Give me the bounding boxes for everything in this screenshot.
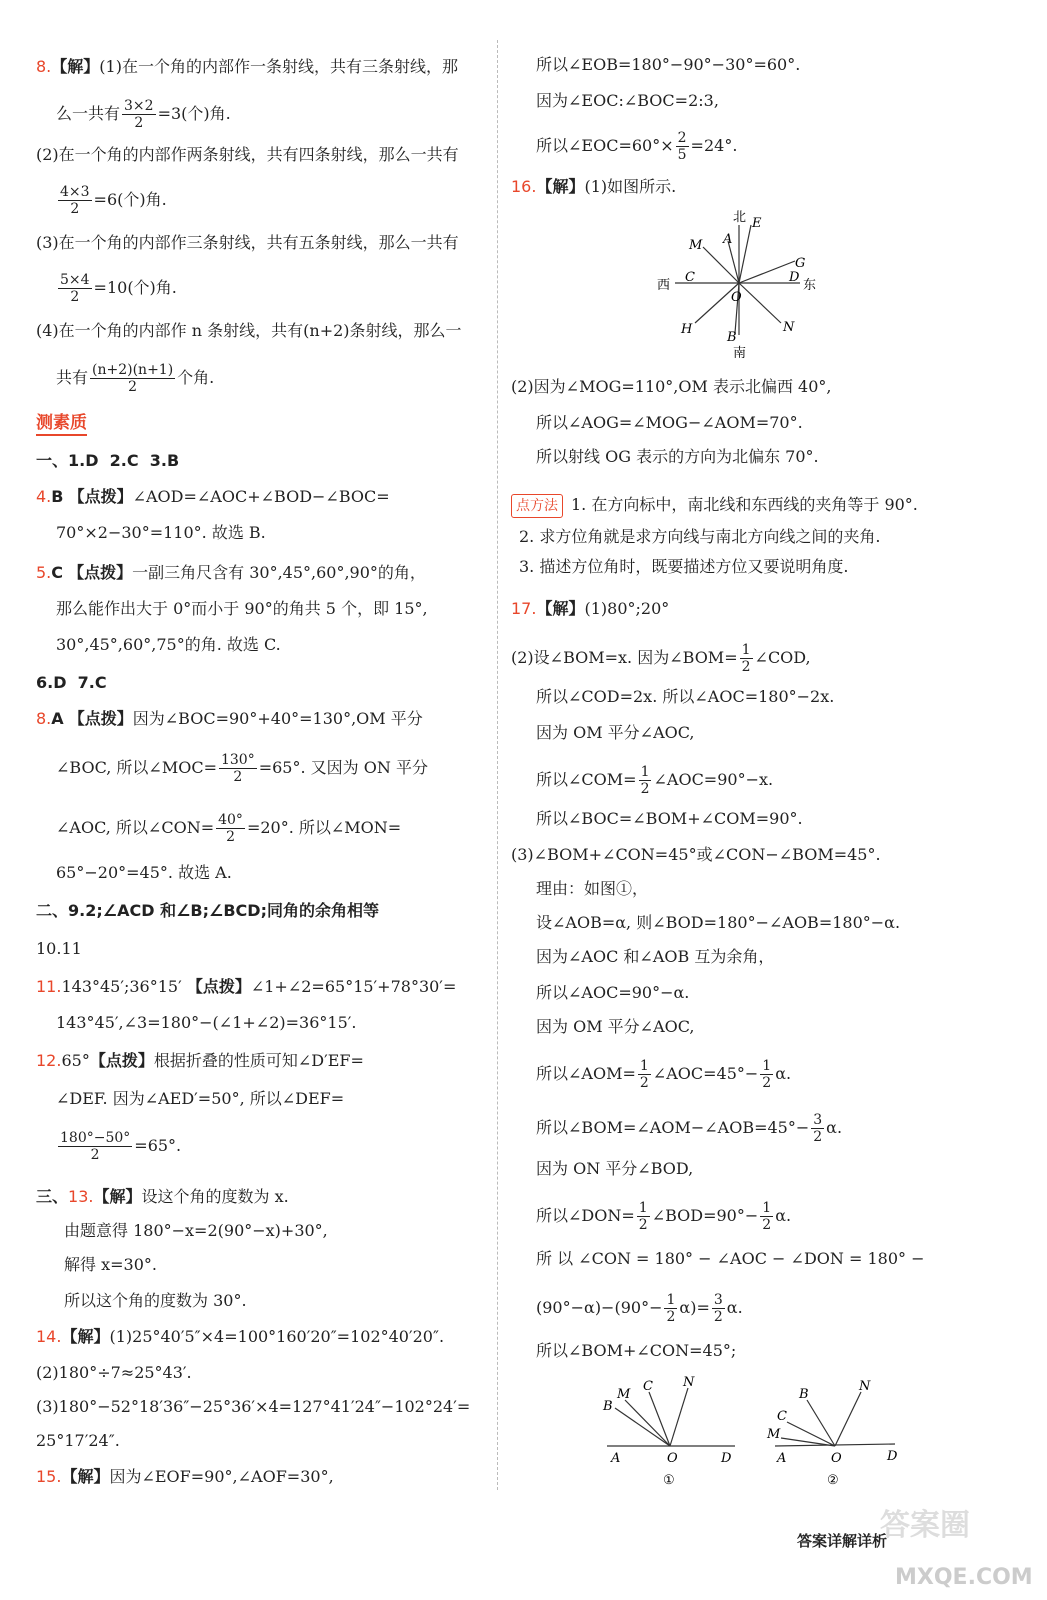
ray-oe xyxy=(739,225,751,283)
q8b-line1: 8.A 【点拨】因为∠BOC=90°+40°=130°,OM 平分 xyxy=(36,709,423,728)
q8b-line4: 65°−20°=45°. 故选 A. xyxy=(56,863,232,882)
fig1-label-m: M xyxy=(617,1387,631,1402)
fig1-label-c: C xyxy=(643,1379,653,1394)
west-label: 西 xyxy=(657,278,671,293)
q5-line3: 30°,45°,60°,75°的角. 故选 C. xyxy=(56,635,281,654)
q15-cont-line1: 所以∠EOB=180°−90°−30°=60°. xyxy=(536,55,801,74)
fraction: $\frac{1}{2}$ xyxy=(762,1058,772,1091)
fig1-label-d: D xyxy=(721,1451,732,1466)
east-label: 东 xyxy=(803,278,817,293)
fig1-label-n: N xyxy=(683,1375,695,1390)
q6-q7-answers: 6.D 7.C xyxy=(36,673,107,692)
q12-line2: ∠DEF. 因为∠AED′=50°, 所以∠DEF= xyxy=(56,1089,345,1108)
fraction: $\frac{(n+2)(n+1)}{2}$ xyxy=(92,362,174,395)
q17-line7: (3)∠BOM+∠CON=45°或∠CON−∠BOM=45°. xyxy=(511,845,881,864)
watermark-url: MXQE.COM xyxy=(895,1565,1033,1590)
q13-line2: 由题意得 180°−x=2(90°−x)+30°, xyxy=(64,1221,328,1240)
q4-line2: 70°×2−30°=110°. 故选 B. xyxy=(56,523,266,542)
method-line1: 点方法 1. 在方向标中，南北线和东西线的夹角等于 90°. xyxy=(511,494,918,518)
q17-line4: 因为 OM 平分∠AOC, xyxy=(536,723,695,742)
q16-part2-line3: 所以射线 OG 表示的方向为北偏东 70°. xyxy=(536,447,819,466)
compass-figure xyxy=(655,205,825,365)
q17-line15: 因为 ON 平分∠BOD, xyxy=(536,1159,694,1178)
q17-line13: 所以∠AOM= $\frac{1}{2}$ ∠AOC=45°− $\frac{1}{2}$ α. xyxy=(536,1058,792,1091)
fig1-caption: ① xyxy=(663,1473,675,1488)
q15-cont-line2: 因为∠EOC:∠BOC=2:3, xyxy=(536,91,719,110)
fraction: $\frac{3\times 2}{2}$ xyxy=(124,98,154,131)
q15-cont-line3: 所以∠EOC=60°× $\frac{2}{5}$ =24°. xyxy=(536,130,738,163)
q12-line1: 12.65°【点拨】根据折叠的性质可知∠D′EF= xyxy=(36,1051,364,1070)
fig1-ray-ob xyxy=(615,1408,670,1446)
fraction: $\frac{3}{2}$ xyxy=(813,1112,823,1145)
q17-line11: 所以∠AOC=90°−α. xyxy=(536,983,690,1002)
q8-part3-line2: $\frac{5\times 4}{2}$ =10(个)角. xyxy=(60,272,177,305)
q17-line6: 所以∠BOC=∠BOM+∠COM=90°. xyxy=(536,809,803,828)
fraction: $\frac{180^\circ-50^\circ}{2}$ xyxy=(60,1130,131,1163)
label-c: C xyxy=(685,270,695,285)
q16-part2-line2: 所以∠AOG=∠MOG−∠AOM=70°. xyxy=(536,413,803,432)
q17-line9: 设∠AOB=α, 则∠BOD=180°−∠AOB=180°−α. xyxy=(536,913,901,932)
ray-on xyxy=(739,283,781,323)
q8-part1-line2: 么一共有 $\frac{3\times 2}{2}$ =3(个)角. xyxy=(56,98,231,131)
fraction: $\frac{2}{5}$ xyxy=(677,130,687,163)
fig2-ray-on xyxy=(835,1392,861,1446)
label-h: H xyxy=(681,322,693,337)
method-badge: 点方法 xyxy=(511,494,563,518)
fraction: $\frac{1}{2}$ xyxy=(639,1058,649,1091)
watermark-logo: 答案圈 xyxy=(880,1508,970,1543)
label-o: O xyxy=(731,290,742,305)
q14-line2: (2)180°÷7≈25°43′. xyxy=(36,1363,192,1382)
fraction: $\frac{130^\circ}{2}$ xyxy=(220,752,255,785)
fraction: $\frac{5\times 4}{2}$ xyxy=(60,272,90,305)
q17-line18: (90°−α)−(90°− $\frac{1}{2}$ α)= $\frac{3}{2}$ α. xyxy=(536,1292,743,1325)
fraction: $\frac{40^\circ}{2}$ xyxy=(218,812,243,845)
q5-line1: 5.C 【点拨】一副三角尺含有 30°,45°,60°,90°的角， xyxy=(36,563,426,582)
fig2-label-o: O xyxy=(831,1451,842,1466)
q11-line2: 143°45′,∠3=180°−(∠1+∠2)=36°15′. xyxy=(56,1013,357,1032)
q12-line3: $\frac{180^\circ-50^\circ}{2}$ =65°. xyxy=(60,1130,182,1163)
label-e: E xyxy=(752,216,762,231)
label-a: A xyxy=(723,232,733,247)
q17-line8: 理由：如图①， xyxy=(536,879,649,898)
ray-om xyxy=(703,247,739,283)
fraction: $\frac{1}{2}$ xyxy=(741,642,751,675)
q4-line1: 4.B 【点拨】∠AOD=∠AOC+∠BOD−∠BOC= xyxy=(36,487,390,506)
q8-part1-line1: 8.【解】(1)在一个角的内部作一条射线，共有三条射线，那 xyxy=(36,57,458,76)
method-line2: 2. 求方位角就是求方向线与南北方向线之间的夹角. xyxy=(519,527,881,546)
angle-figures xyxy=(595,1372,935,1492)
fraction: $\frac{3}{2}$ xyxy=(713,1292,723,1325)
q11-line1: 11.143°45′;36°15′ 【点拨】∠1+∠2=65°15′+78°30′= xyxy=(36,977,457,996)
fraction: $\frac{4\times 3}{2}$ xyxy=(60,184,90,217)
fig2-label-m: M xyxy=(767,1427,781,1442)
q13-line1: 三、13.【解】设这个角的度数为 x. xyxy=(36,1187,289,1206)
q17-line5: 所以∠COM= $\frac{1}{2}$ ∠AOC=90°−x. xyxy=(536,764,774,797)
fig1-ray-oc xyxy=(649,1392,670,1446)
q17-line2: (2)设∠BOM=x. 因为∠BOM= $\frac{1}{2}$ ∠COD, xyxy=(511,642,811,675)
figure-2 xyxy=(775,1392,895,1446)
q16-line1: 16.【解】(1)如图所示. xyxy=(511,177,677,196)
label-m: M xyxy=(689,238,703,253)
q8-part2-line2: $\frac{4\times 3}{2}$ =6(个)角. xyxy=(60,184,167,217)
part1-answers: 一、1.D 2.C 3.B xyxy=(36,451,180,470)
section-title: 测素质 xyxy=(36,412,87,434)
label-d: D xyxy=(789,270,800,285)
method-line3: 3. 描述方位角时，既要描述方位又要说明角度. xyxy=(519,557,849,576)
q8b-line2: ∠BOC, 所以∠MOC= $\frac{130^\circ}{2}$ =65°. 又因为 ON 平分 xyxy=(56,752,428,785)
q17-line17: 所 以 ∠CON = 180° − ∠AOC − ∠DON = 180° − xyxy=(536,1249,925,1268)
part2-q10: 10.11 xyxy=(36,939,82,958)
q17-line3: 所以∠COD=2x. 所以∠AOC=180°−2x. xyxy=(536,687,835,706)
label-b: B xyxy=(727,330,737,345)
q17-line16: 所以∠DON= $\frac{1}{2}$ ∠BOD=90°− $\frac{1}{2}$ α. xyxy=(536,1200,792,1233)
south-label: 南 xyxy=(733,346,747,361)
q17-line1: 17.【解】(1)80°;20° xyxy=(511,599,670,618)
q17-line10: 因为∠AOC 和∠AOB 互为余角， xyxy=(536,947,775,966)
q8-part3-line1: (3)在一个角的内部作三条射线，共有五条射线，那么一共有 xyxy=(36,233,459,252)
q16-part2-line1: (2)因为∠MOG=110°,OM 表示北偏西 40°, xyxy=(511,377,832,396)
q8-part2-line1: (2)在一个角的内部作两条射线，共有四条射线，那么一共有 xyxy=(36,145,459,164)
part2-q9: 二、9.2;∠ACD 和∠B;∠BCD;同角的余角相等 xyxy=(36,901,379,920)
fig1-ray-on xyxy=(670,1388,688,1446)
ray-og xyxy=(739,261,795,283)
fig1-label-o: O xyxy=(667,1451,678,1466)
label-g: G xyxy=(795,256,806,271)
q14-line3: (3)180°−52°18′36″−25°36′×4=127°41′24″−102°24′= xyxy=(36,1397,471,1416)
fig2-label-a: A xyxy=(777,1451,787,1466)
label-n: N xyxy=(783,320,795,335)
fraction: $\frac{1}{2}$ xyxy=(666,1292,676,1325)
q15-line1: 15.【解】因为∠EOF=90°,∠AOF=30°, xyxy=(36,1467,334,1486)
page-footer: 答案详解详析 xyxy=(797,1532,888,1550)
fig1-label-a: A xyxy=(611,1451,621,1466)
q17-line19: 所以∠BOM+∠CON=45°; xyxy=(536,1341,737,1360)
north-label: 北 xyxy=(733,210,747,225)
column-divider xyxy=(497,40,498,1490)
q13-line3: 解得 x=30°. xyxy=(64,1255,157,1274)
fraction: $\frac{1}{2}$ xyxy=(638,1200,648,1233)
fig2-label-b: B xyxy=(799,1387,809,1402)
fig1-label-b: B xyxy=(603,1399,613,1414)
q14-line1: 14.【解】(1)25°40′5″×4=100°160′20″=102°40′20″. xyxy=(36,1327,445,1346)
q17-line14: 所以∠BOM=∠AOM−∠AOB=45°− $\frac{3}{2}$ α. xyxy=(536,1112,843,1145)
q14-line4: 25°17′24″. xyxy=(36,1431,120,1450)
q13-line4: 所以这个角的度数为 30°. xyxy=(64,1291,247,1310)
fig1-ray-om xyxy=(625,1400,670,1446)
q8-part4-line2: 共有 $\frac{(n+2)(n+1)}{2}$ 个角. xyxy=(56,362,215,395)
q8b-line3: ∠AOC, 所以∠CON= $\frac{40^\circ}{2}$ =20°. 所以∠MON= xyxy=(56,812,402,845)
q8-part4-line1: (4)在一个角的内部作 n 条射线，共有(n+2)条射线，那么一 xyxy=(36,321,462,340)
q5-line2: 那么能作出大于 0°而小于 90°的角共 5 个，即 15°, xyxy=(56,599,428,618)
fig2-label-d: D xyxy=(887,1449,898,1464)
fraction: $\frac{1}{2}$ xyxy=(640,764,650,797)
fraction: $\frac{1}{2}$ xyxy=(762,1200,772,1233)
fig2-caption: ② xyxy=(827,1473,839,1488)
q17-line12: 因为 OM 平分∠AOC, xyxy=(536,1017,695,1036)
fig2-label-c: C xyxy=(777,1409,787,1424)
fig2-label-n: N xyxy=(859,1379,871,1394)
